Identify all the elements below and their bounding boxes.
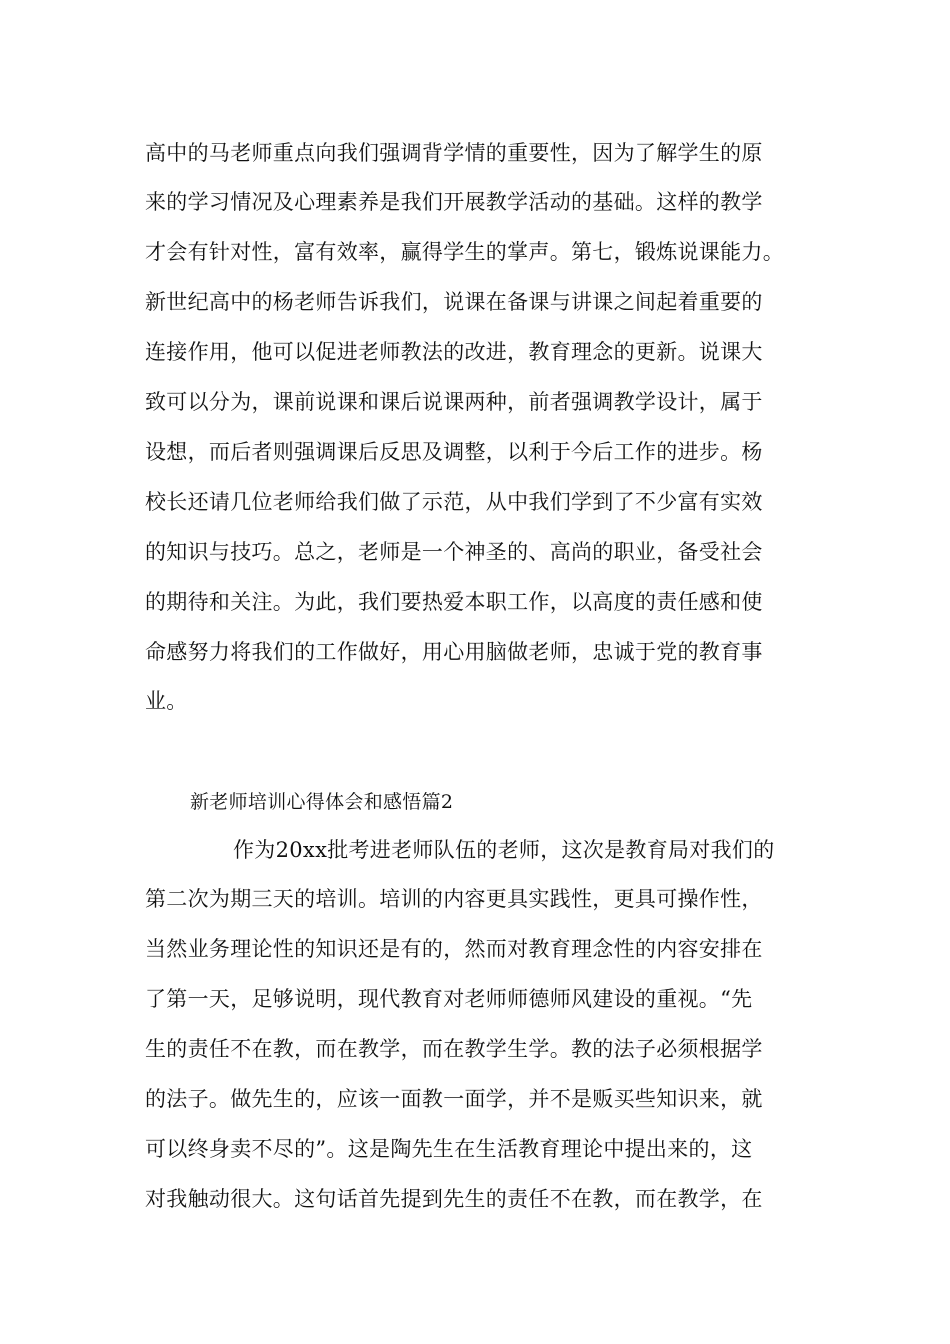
paragraph-2-line-4: 了第一天，足够说明，现代教育对老师师德师风建设的重视。“先 xyxy=(145,987,753,1011)
paragraph-2-line-8: 对我触动很大。这句话首先提到先生的责任不在教，而在教学，在 xyxy=(145,1187,763,1211)
paragraph-2-line-2: 第二次为期三天的培训。培训的内容更具实践性，更具可操作性， xyxy=(145,887,763,911)
paragraph-1-line-10: 的期待和关注。为此，我们要热爱本职工作，以高度的责任感和使 xyxy=(145,590,763,614)
paragraph-1-line-1: 高中的马老师重点向我们强调背学情的重要性，因为了解学生的原 xyxy=(145,141,763,165)
paragraph-1-line-6: 致可以分为，课前说课和课后说课两种，前者强调教学设计，属于 xyxy=(145,390,763,414)
paragraph-1-line-4: 新世纪高中的杨老师告诉我们，说课在备课与讲课之间起着重要的 xyxy=(145,290,763,314)
paragraph-1-line-5: 连接作用，他可以促进老师教法的改进，教育理念的更新。说课大 xyxy=(145,340,763,364)
paragraph-1-line-11: 命感努力将我们的工作做好，用心用脑做老师，忠诚于党的教育事 xyxy=(145,640,763,664)
paragraph-2-line-5: 生的责任不在教，而在教学，而在教学生学。教的法子必须根据学 xyxy=(145,1037,763,1061)
paragraph-1-line-12: 业。 xyxy=(145,689,188,713)
paragraph-1-line-3: 才会有针对性，富有效率，赢得学生的掌声。第七，锻炼说课能力。 xyxy=(145,240,784,264)
paragraph-2-line-3: 当然业务理论性的知识还是有的，然而对教育理念性的内容安排在 xyxy=(145,937,763,961)
paragraph-1-line-7: 设想，而后者则强调课后反思及调整，以利于今后工作的进步。杨 xyxy=(145,440,763,464)
paragraph-1-line-2: 来的学习情况及心理素养是我们开展教学活动的基础。这样的教学 xyxy=(145,190,763,214)
paragraph-1-line-9: 的知识与技巧。总之，老师是一个神圣的、高尚的职业，备受社会 xyxy=(145,540,763,564)
section-heading: 新老师培训心得体会和感悟篇2 xyxy=(190,791,454,813)
paragraph-2-line-1: 作为20xx批考进老师队伍的老师，这次是教育局对我们的 xyxy=(233,838,775,862)
paragraph-2-line-6: 的法子。做先生的，应该一面教一面学，并不是贩买些知识来，就 xyxy=(145,1087,763,1111)
paragraph-2-line-7: 可以终身卖不尽的”。这是陶先生在生活教育理论中提出来的，这 xyxy=(145,1137,753,1161)
paragraph-1-line-8: 校长还请几位老师给我们做了示范，从中我们学到了不少富有实效 xyxy=(145,490,763,514)
